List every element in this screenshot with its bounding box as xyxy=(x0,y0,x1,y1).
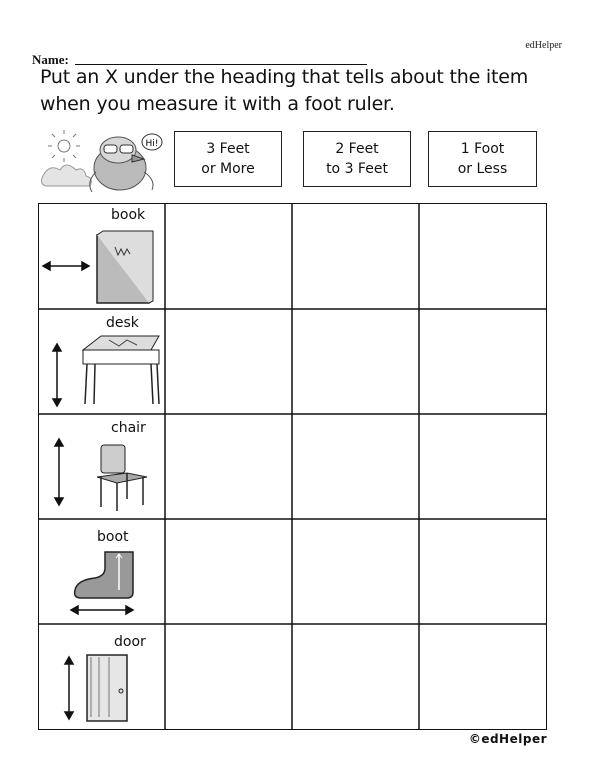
mascot-illustration xyxy=(40,128,170,196)
speech-bubble xyxy=(142,134,162,150)
vertical-arrow-icon xyxy=(53,344,61,406)
heading-line2: to 3 Feet xyxy=(326,161,388,177)
answer-cell-chair-1ft-less[interactable] xyxy=(420,415,547,520)
heading-line1: 3 Feet xyxy=(206,141,250,157)
answer-cell-boot-1ft-less[interactable] xyxy=(420,520,547,625)
answer-cell-door-1ft-less[interactable] xyxy=(420,625,547,730)
credit-footer: ©edHelper xyxy=(468,732,547,746)
answer-cell-desk-1ft-less[interactable] xyxy=(420,310,547,415)
vertical-arrow-icon xyxy=(65,657,73,719)
sun-icon xyxy=(48,130,80,162)
speech-text: Hi! xyxy=(145,139,159,149)
answer-cell-chair-3ft-more[interactable] xyxy=(166,415,293,520)
instructions: Put an X under the heading that tells about the item when you measure it with a foot ruler. xyxy=(40,66,529,115)
answer-cell-door-3ft-more[interactable] xyxy=(166,625,293,730)
item-label-chair: chair xyxy=(111,420,146,436)
cloud-shape xyxy=(41,165,91,186)
item-label-desk: desk xyxy=(106,315,139,331)
heading-3-feet-or-more xyxy=(174,131,282,187)
answer-cell-boot-3ft-more[interactable] xyxy=(166,520,293,625)
answer-cell-book-2-3ft[interactable] xyxy=(293,204,420,310)
vertical-arrow-icon xyxy=(55,439,63,505)
horizontal-arrow-icon xyxy=(43,262,89,270)
item-label-boot: boot xyxy=(97,529,129,545)
answer-cell-chair-2-3ft[interactable] xyxy=(293,415,420,520)
item-label-door: door xyxy=(114,634,146,650)
chair-icon xyxy=(39,415,166,520)
answer-cell-desk-3ft-more[interactable] xyxy=(166,310,293,415)
brand-top: edHelper xyxy=(525,40,562,51)
answer-grid xyxy=(38,203,547,730)
heading-1-foot-or-less xyxy=(428,131,537,187)
heading-line1: 1 Foot xyxy=(460,141,505,157)
heading-line2: or Less xyxy=(457,161,508,177)
horizontal-arrow-icon xyxy=(71,606,133,614)
heading-line1: 2 Feet xyxy=(335,141,379,157)
door-icon xyxy=(39,625,166,730)
answer-cell-door-2-3ft[interactable] xyxy=(293,625,420,730)
answer-cell-book-3ft-more[interactable] xyxy=(166,204,293,310)
heading-line2: or More xyxy=(201,161,255,177)
name-label: Name: xyxy=(32,52,69,67)
heading-2-to-3-feet xyxy=(303,131,411,187)
book-icon xyxy=(39,204,166,310)
answer-cell-book-1ft-less[interactable] xyxy=(420,204,547,310)
answer-cell-desk-2-3ft[interactable] xyxy=(293,310,420,415)
boot-icon xyxy=(39,520,166,625)
desk-icon xyxy=(39,310,166,415)
answer-cell-boot-2-3ft[interactable] xyxy=(293,520,420,625)
item-label-book: book xyxy=(111,207,146,223)
